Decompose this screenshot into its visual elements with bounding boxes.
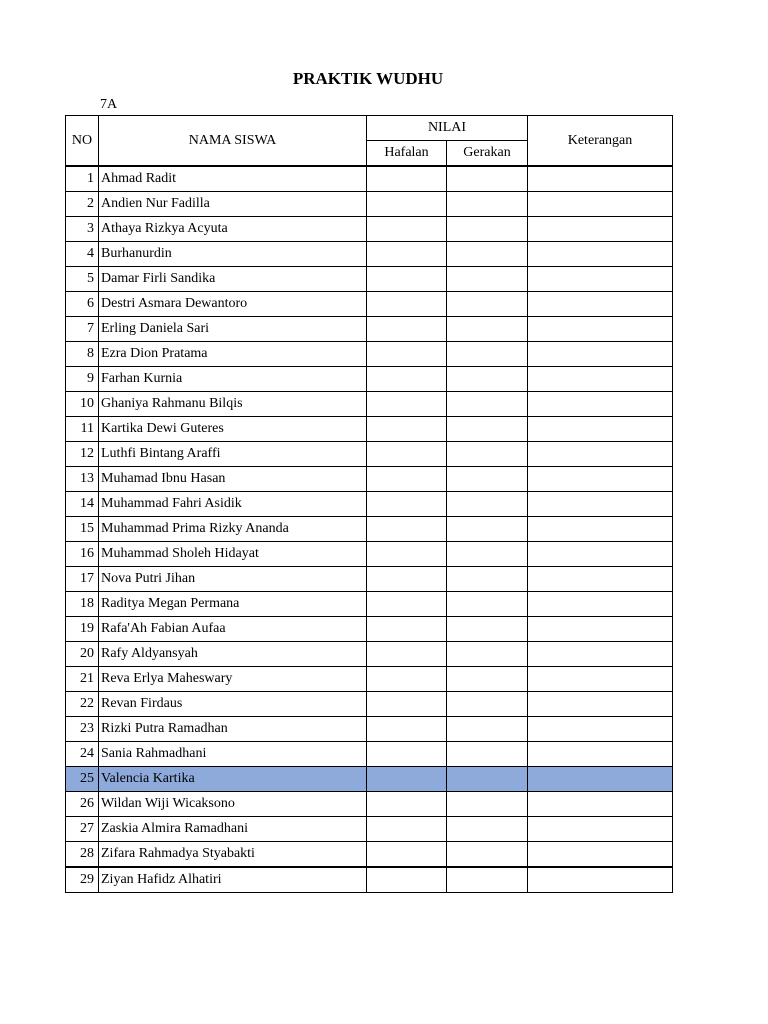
student-no-cell: 21 xyxy=(66,667,99,692)
keterangan-cell[interactable] xyxy=(528,367,673,392)
keterangan-cell[interactable] xyxy=(528,517,673,542)
keterangan-cell[interactable] xyxy=(528,292,673,317)
keterangan-cell[interactable] xyxy=(528,792,673,817)
student-name-cell: Muhammad Fahri Asidik xyxy=(99,492,367,517)
gerakan-score-cell[interactable] xyxy=(447,592,528,617)
student-no-cell: 25 xyxy=(66,767,99,792)
table-row xyxy=(66,467,673,492)
hafalan-score-cell[interactable] xyxy=(367,542,447,567)
table-row xyxy=(66,242,673,267)
keterangan-cell[interactable] xyxy=(528,867,673,893)
hafalan-score-cell[interactable] xyxy=(367,642,447,667)
student-name-cell: Luthfi Bintang Araffi xyxy=(99,442,367,467)
table-row xyxy=(66,767,673,792)
keterangan-cell[interactable] xyxy=(528,192,673,217)
keterangan-cell[interactable] xyxy=(528,342,673,367)
gerakan-score-cell[interactable] xyxy=(447,292,528,317)
student-no-cell: 23 xyxy=(66,717,99,742)
hafalan-score-cell[interactable] xyxy=(367,767,447,792)
student-name-cell: Nova Putri Jihan xyxy=(99,567,367,592)
page-title: PRAKTIK WUDHU xyxy=(292,69,444,88)
table-row xyxy=(66,417,673,442)
student-name-cell: Andien Nur Fadilla xyxy=(99,192,367,217)
student-name-cell: Raditya Megan Permana xyxy=(99,592,367,617)
table-row xyxy=(66,442,673,467)
table-row xyxy=(66,592,673,617)
student-name-cell: Rafy Aldyansyah xyxy=(99,642,367,667)
header-row-top xyxy=(66,116,673,141)
table-row xyxy=(66,166,673,192)
hafalan-score-cell[interactable] xyxy=(367,467,447,492)
gerakan-score-cell[interactable] xyxy=(447,642,528,667)
hafalan-score-cell[interactable] xyxy=(367,817,447,842)
student-name-cell: Revan Firdaus xyxy=(99,692,367,717)
gerakan-score-cell[interactable] xyxy=(447,417,528,442)
keterangan-cell[interactable] xyxy=(528,217,673,242)
student-name-cell: Farhan Kurnia xyxy=(99,367,367,392)
student-no-cell: 16 xyxy=(66,542,99,567)
student-no-cell: 19 xyxy=(66,617,99,642)
keterangan-cell[interactable] xyxy=(528,692,673,717)
gerakan-score-cell[interactable] xyxy=(447,217,528,242)
table-row xyxy=(66,192,673,217)
header-nama-siswa: NAMA SISWA xyxy=(99,116,367,167)
keterangan-cell[interactable] xyxy=(528,742,673,767)
student-no-cell: 28 xyxy=(66,842,99,868)
table-row xyxy=(66,392,673,417)
keterangan-cell[interactable] xyxy=(528,442,673,467)
header-no: NO xyxy=(66,116,99,167)
student-no-cell: 24 xyxy=(66,742,99,767)
header-keterangan: Keterangan xyxy=(528,116,673,167)
gerakan-score-cell[interactable] xyxy=(447,567,528,592)
student-name-cell: Ahmad Radit xyxy=(99,166,367,192)
hafalan-score-cell[interactable] xyxy=(367,342,447,367)
gerakan-score-cell[interactable] xyxy=(447,342,528,367)
header-gerakan: Gerakan xyxy=(447,141,528,167)
hafalan-score-cell[interactable] xyxy=(367,567,447,592)
table-row xyxy=(66,342,673,367)
student-score-table xyxy=(65,115,673,893)
student-name-cell: Ezra Dion Pratama xyxy=(99,342,367,367)
keterangan-cell[interactable] xyxy=(528,617,673,642)
keterangan-cell[interactable] xyxy=(528,567,673,592)
gerakan-score-cell[interactable] xyxy=(447,166,528,192)
gerakan-score-cell[interactable] xyxy=(447,467,528,492)
keterangan-cell[interactable] xyxy=(528,642,673,667)
header-nilai: NILAI xyxy=(367,116,528,141)
student-no-cell: 14 xyxy=(66,492,99,517)
hafalan-score-cell[interactable] xyxy=(367,417,447,442)
student-no-cell: 6 xyxy=(66,292,99,317)
student-no-cell: 5 xyxy=(66,267,99,292)
table-row xyxy=(66,667,673,692)
student-name-cell: Burhanurdin xyxy=(99,242,367,267)
student-name-cell: Wildan Wiji Wicaksono xyxy=(99,792,367,817)
gerakan-score-cell[interactable] xyxy=(447,192,528,217)
hafalan-score-cell[interactable] xyxy=(367,692,447,717)
gerakan-score-cell[interactable] xyxy=(447,267,528,292)
table-row xyxy=(66,292,673,317)
student-name-cell: Rafa'Ah Fabian Aufaa xyxy=(99,617,367,642)
table-row xyxy=(66,217,673,242)
hafalan-score-cell[interactable] xyxy=(367,392,447,417)
table-row xyxy=(66,517,673,542)
student-name-cell: Destri Asmara Dewantoro xyxy=(99,292,367,317)
table-row xyxy=(66,267,673,292)
keterangan-cell[interactable] xyxy=(528,392,673,417)
hafalan-score-cell[interactable] xyxy=(367,667,447,692)
keterangan-cell[interactable] xyxy=(528,242,673,267)
table-header xyxy=(66,116,673,167)
keterangan-cell[interactable] xyxy=(528,467,673,492)
gerakan-score-cell[interactable] xyxy=(447,517,528,542)
gerakan-score-cell[interactable] xyxy=(447,617,528,642)
gerakan-score-cell[interactable] xyxy=(447,442,528,467)
table-body xyxy=(66,166,673,893)
hafalan-score-cell[interactable] xyxy=(367,517,447,542)
header-hafalan: Hafalan xyxy=(367,141,447,167)
hafalan-score-cell[interactable] xyxy=(367,367,447,392)
student-no-cell: 12 xyxy=(66,442,99,467)
table-row xyxy=(66,367,673,392)
student-no-cell: 3 xyxy=(66,217,99,242)
hafalan-score-cell[interactable] xyxy=(367,267,447,292)
hafalan-score-cell[interactable] xyxy=(367,292,447,317)
table-row xyxy=(66,742,673,767)
gerakan-score-cell[interactable] xyxy=(447,817,528,842)
hafalan-score-cell[interactable] xyxy=(367,166,447,192)
hafalan-score-cell[interactable] xyxy=(367,742,447,767)
student-name-cell: Kartika Dewi Guteres xyxy=(99,417,367,442)
table-row xyxy=(66,617,673,642)
table-row xyxy=(66,792,673,817)
student-no-cell: 10 xyxy=(66,392,99,417)
student-no-cell: 26 xyxy=(66,792,99,817)
table-row xyxy=(66,817,673,842)
student-name-cell: Sania Rahmadhani xyxy=(99,742,367,767)
gerakan-score-cell[interactable] xyxy=(447,742,528,767)
student-name-cell: Athaya Rizkya Acyuta xyxy=(99,217,367,242)
hafalan-score-cell[interactable] xyxy=(367,192,447,217)
table-row xyxy=(66,842,673,868)
keterangan-cell[interactable] xyxy=(528,317,673,342)
gerakan-score-cell[interactable] xyxy=(447,667,528,692)
student-name-cell: Valencia Kartika xyxy=(99,767,367,792)
keterangan-cell[interactable] xyxy=(528,767,673,792)
hafalan-score-cell[interactable] xyxy=(367,592,447,617)
keterangan-cell[interactable] xyxy=(528,417,673,442)
student-no-cell: 8 xyxy=(66,342,99,367)
student-no-cell: 13 xyxy=(66,467,99,492)
table-row xyxy=(66,317,673,342)
gerakan-score-cell[interactable] xyxy=(447,767,528,792)
table-row xyxy=(66,717,673,742)
hafalan-score-cell[interactable] xyxy=(367,792,447,817)
student-no-cell: 11 xyxy=(66,417,99,442)
hafalan-score-cell[interactable] xyxy=(367,217,447,242)
gerakan-score-cell[interactable] xyxy=(447,492,528,517)
student-name-cell: Damar Firli Sandika xyxy=(99,267,367,292)
keterangan-cell[interactable] xyxy=(528,592,673,617)
student-name-cell: Ziyan Hafidz Alhatiri xyxy=(99,867,367,893)
gerakan-score-cell[interactable] xyxy=(447,542,528,567)
keterangan-cell[interactable] xyxy=(528,542,673,567)
student-no-cell: 17 xyxy=(66,567,99,592)
table-row xyxy=(66,567,673,592)
hafalan-score-cell[interactable] xyxy=(367,317,447,342)
hafalan-score-cell[interactable] xyxy=(367,867,447,893)
hafalan-score-cell[interactable] xyxy=(367,842,447,868)
keterangan-cell[interactable] xyxy=(528,817,673,842)
student-name-cell: Muhammad Prima Rizky Ananda xyxy=(99,517,367,542)
gerakan-score-cell[interactable] xyxy=(447,867,528,893)
student-no-cell: 1 xyxy=(66,166,99,192)
table-row xyxy=(66,692,673,717)
student-no-cell: 22 xyxy=(66,692,99,717)
gerakan-score-cell[interactable] xyxy=(447,242,528,267)
hafalan-score-cell[interactable] xyxy=(367,242,447,267)
gerakan-score-cell[interactable] xyxy=(447,692,528,717)
keterangan-cell[interactable] xyxy=(528,267,673,292)
keterangan-cell[interactable] xyxy=(528,492,673,517)
student-name-cell: Rizki Putra Ramadhan xyxy=(99,717,367,742)
hafalan-score-cell[interactable] xyxy=(367,442,447,467)
student-name-cell: Ghaniya Rahmanu Bilqis xyxy=(99,392,367,417)
table-row xyxy=(66,542,673,567)
keterangan-cell[interactable] xyxy=(528,667,673,692)
student-name-cell: Muhammad Sholeh Hidayat xyxy=(99,542,367,567)
student-no-cell: 29 xyxy=(66,867,99,893)
student-no-cell: 4 xyxy=(66,242,99,267)
table-row xyxy=(66,492,673,517)
student-no-cell: 2 xyxy=(66,192,99,217)
student-no-cell: 7 xyxy=(66,317,99,342)
keterangan-cell[interactable] xyxy=(528,842,673,868)
student-no-cell: 15 xyxy=(66,517,99,542)
student-name-cell: Zifara Rahmadya Styabakti xyxy=(99,842,367,868)
student-name-cell: Muhamad Ibnu Hasan xyxy=(99,467,367,492)
keterangan-cell[interactable] xyxy=(528,166,673,192)
hafalan-score-cell[interactable] xyxy=(367,617,447,642)
table-row xyxy=(66,642,673,667)
student-name-cell: Zaskia Almira Ramadhani xyxy=(99,817,367,842)
student-no-cell: 20 xyxy=(66,642,99,667)
gerakan-score-cell[interactable] xyxy=(447,842,528,868)
gerakan-score-cell[interactable] xyxy=(447,317,528,342)
hafalan-score-cell[interactable] xyxy=(367,492,447,517)
keterangan-cell[interactable] xyxy=(528,717,673,742)
student-name-cell: Reva Erlya Maheswary xyxy=(99,667,367,692)
gerakan-score-cell[interactable] xyxy=(447,367,528,392)
gerakan-score-cell[interactable] xyxy=(447,792,528,817)
student-name-cell: Erling Daniela Sari xyxy=(99,317,367,342)
hafalan-score-cell[interactable] xyxy=(367,717,447,742)
class-label: 7A xyxy=(100,97,118,112)
table-row xyxy=(66,867,673,893)
student-no-cell: 27 xyxy=(66,817,99,842)
student-no-cell: 9 xyxy=(66,367,99,392)
gerakan-score-cell[interactable] xyxy=(447,717,528,742)
student-no-cell: 18 xyxy=(66,592,99,617)
gerakan-score-cell[interactable] xyxy=(447,392,528,417)
